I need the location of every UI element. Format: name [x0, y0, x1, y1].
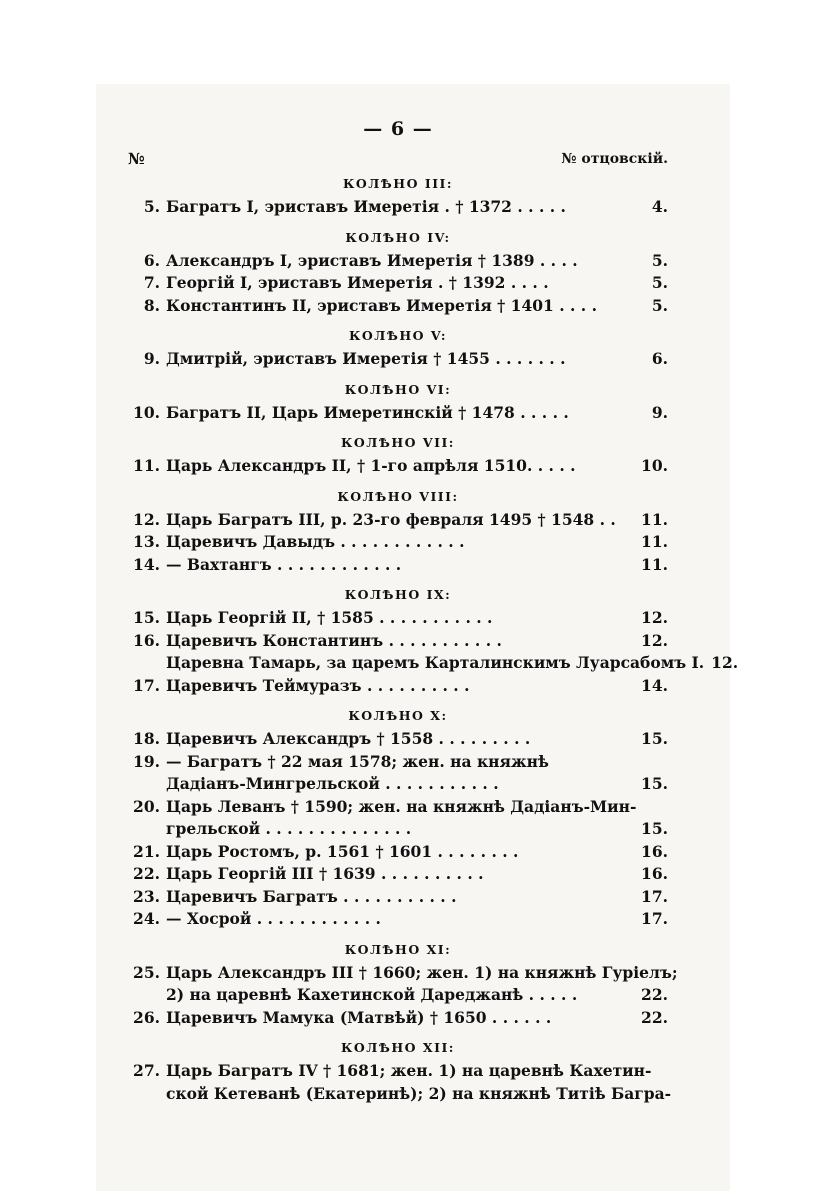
entry-number: 23. — [133, 886, 160, 906]
father-number: 5. — [651, 295, 668, 315]
genealogy-entry — [128, 908, 668, 931]
generation-heading: КОЛѢНО VII: — [341, 435, 455, 450]
column-number-header: № — [128, 149, 145, 168]
genealogy-entry — [128, 962, 678, 985]
generation-heading: КОЛѢНО IV: — [345, 229, 451, 245]
entry-text: Царь Александръ III † 1660; жен. 1) на княжнѣ Гуріелъ; — [166, 962, 678, 982]
entry-text: Дмитрій, эриставъ Имеретія † 1455 . . . . . . . — [166, 349, 566, 368]
generation-heading: КОЛѢНО IX: — [344, 587, 452, 602]
genealogy-entry — [128, 272, 668, 295]
column-father-number-header: № отцовскій. — [561, 151, 668, 167]
entry-text: Царевичъ Мамука (Матвѣй) † 1650 . . . . . . — [166, 1007, 552, 1027]
genealogy-entry — [128, 675, 668, 698]
genealogy-entry — [128, 863, 668, 886]
column-headers — [128, 146, 668, 172]
section-gap — [128, 478, 668, 485]
section-gap — [128, 219, 668, 226]
entry-number: 14. — [133, 554, 160, 574]
genealogy-entry — [128, 455, 668, 478]
genealogy-entry — [128, 652, 739, 675]
entry-text: Багратъ I, эриставъ Имеретія . † 1372 . . . . . — [166, 197, 566, 216]
generation-heading: КОЛѢНО XII: — [341, 1040, 455, 1055]
genealogy-entry — [128, 751, 668, 774]
father-number: 11. — [641, 509, 668, 529]
father-number: 11. — [641, 532, 668, 551]
father-number: 17. — [641, 909, 668, 928]
genealogy-entry — [128, 796, 668, 819]
father-number: 22. — [641, 985, 668, 1004]
generation-heading: КОЛѢНО V: — [349, 328, 447, 343]
father-number: 22. — [641, 1007, 668, 1027]
father-number: 16. — [641, 864, 668, 883]
genealogy-entry — [128, 402, 668, 425]
entry-number: 9. — [143, 349, 160, 368]
section-gap — [128, 697, 668, 704]
genealogy-entry — [128, 1007, 668, 1030]
genealogy-entry — [128, 531, 668, 554]
father-number: 5. — [651, 273, 668, 292]
entry-text: Царь Багратъ IV † 1681; жен. 1) на царевнѣ Кахетин- — [166, 1061, 652, 1080]
entry-text: Багратъ II, Царь Имеретинскій † 1478 . . . . . — [166, 402, 569, 422]
father-number: 15. — [641, 819, 668, 838]
genealogy-entry — [128, 984, 668, 1007]
entry-number: 8. — [143, 295, 160, 315]
section-gap — [128, 931, 668, 938]
father-number: 12. — [711, 653, 739, 672]
entry-text: Царь Ростомъ, р. 1561 † 1601 . . . . . . . . — [166, 841, 519, 861]
entry-number: 19. — [133, 751, 160, 771]
entry-text: Дадіанъ-Мингрельской . . . . . . . . . . . — [166, 774, 499, 793]
entry-text: Царевичъ Александръ † 1558 . . . . . . . . . — [166, 729, 531, 748]
genealogy-entry — [128, 509, 668, 532]
genealogy-list — [128, 172, 739, 1105]
genealogy-entry — [128, 1083, 672, 1106]
entry-text: ской Кетеванѣ (Екатеринѣ); 2) на княжнѣ Титіѣ Багра- — [166, 1083, 672, 1103]
genealogy-entry — [128, 250, 668, 273]
section-gap — [128, 371, 668, 378]
entry-text: Константинъ II, эриставъ Имеретія † 1401 . . . . — [166, 295, 597, 315]
father-number: 17. — [641, 886, 668, 906]
entry-text: Царь Александръ II, † 1-го апрѣля 1510. . . . . — [166, 456, 576, 475]
genealogy-entry — [128, 607, 668, 630]
section-gap — [128, 317, 668, 324]
father-number: 10. — [641, 456, 668, 475]
generation-heading: КОЛѢНО VIII: — [337, 488, 459, 504]
entry-number: 25. — [133, 962, 160, 982]
father-number: 14. — [641, 675, 668, 695]
father-number: 16. — [641, 841, 668, 861]
father-number: 9. — [651, 402, 668, 422]
genealogy-entry — [128, 728, 668, 751]
genealogy-entry — [128, 554, 668, 577]
entry-number: 21. — [133, 841, 160, 861]
entry-number: 27. — [133, 1061, 160, 1080]
genealogy-entry — [128, 295, 668, 318]
entry-number: 17. — [133, 675, 160, 695]
section-gap — [128, 424, 668, 431]
entry-text: Царевна Тамарь, за царемъ Карталинскимъ Луарсабомъ I. — [166, 653, 705, 672]
entry-number: 10. — [133, 402, 160, 422]
entry-text: Царевичъ Теймуразъ . . . . . . . . . . — [166, 675, 470, 695]
father-number: 11. — [641, 554, 668, 574]
father-number: 12. — [641, 608, 668, 627]
entry-text: грельской . . . . . . . . . . . . . . — [166, 819, 412, 838]
entry-number: 24. — [133, 909, 160, 928]
entry-number: 11. — [133, 456, 160, 475]
entry-number: 22. — [133, 864, 160, 883]
entry-text: Александръ I, эриставъ Имеретія † 1389 . . . . — [166, 250, 578, 270]
genealogy-entry — [128, 841, 668, 864]
generation-heading: КОЛѢНО III: — [342, 176, 454, 191]
genealogy-entry — [128, 1060, 668, 1083]
section-gap — [128, 1029, 668, 1036]
entry-text: Царевичъ Давыдъ . . . . . . . . . . . . — [166, 532, 465, 551]
entry-text: — Хосрой . . . . . . . . . . . . — [166, 909, 381, 928]
father-number: 15. — [641, 774, 668, 793]
entry-text: Царь Георгій III † 1639 . . . . . . . . . . — [166, 864, 484, 883]
genealogy-entry — [128, 886, 668, 909]
entry-text: Георгій I, эриставъ Имеретія . † 1392 . . . . — [166, 273, 549, 292]
entry-number: 5. — [143, 197, 160, 216]
page-content — [128, 112, 739, 1105]
father-number: 12. — [641, 630, 668, 650]
entry-text: Царь Леванъ † 1590; жен. на княжнѣ Дадіанъ-Мин- — [166, 796, 637, 816]
entry-text: Царевичъ Багратъ . . . . . . . . . . . — [166, 886, 457, 906]
entry-text: — Багратъ † 22 мая 1578; жен. на княжнѣ — [166, 751, 549, 771]
section-gap — [128, 576, 668, 583]
genealogy-entry — [128, 630, 668, 653]
father-number: 15. — [641, 729, 668, 748]
entry-number: 13. — [133, 532, 160, 551]
entry-text: Царевичъ Константинъ . . . . . . . . . . . — [166, 630, 502, 650]
entry-number: 15. — [133, 608, 160, 627]
genealogy-entry — [128, 196, 668, 219]
entry-text: Царь Георгій II, † 1585 . . . . . . . . . . . — [166, 608, 493, 627]
entry-text: Царь Багратъ III, р. 23-го февраля 1495 † 1548 . . — [166, 509, 616, 529]
entry-number: 7. — [143, 273, 160, 292]
entry-number: 26. — [133, 1007, 160, 1027]
page-number: — 6 — — [363, 118, 433, 140]
entry-number: 16. — [133, 630, 160, 650]
entry-number: 6. — [143, 250, 160, 270]
entry-number: 20. — [133, 796, 160, 816]
entry-text: — Вахтангъ . . . . . . . . . . . . — [166, 554, 402, 574]
generation-heading: КОЛѢНО X: — [348, 708, 448, 723]
generation-heading: КОЛѢНО VI: — [344, 381, 452, 397]
genealogy-entry — [128, 818, 668, 841]
father-number: 6. — [651, 349, 668, 368]
father-number: 4. — [651, 197, 668, 216]
entry-number: 12. — [133, 509, 160, 529]
genealogy-entry — [128, 348, 668, 371]
entry-text: 2) на царевнѣ Кахетинской Дареджанѣ . . . . . — [166, 985, 578, 1004]
genealogy-entry — [128, 773, 668, 796]
father-number: 5. — [651, 250, 668, 270]
entry-number: 18. — [133, 729, 160, 748]
generation-heading: КОЛѢНО XI: — [344, 941, 452, 957]
